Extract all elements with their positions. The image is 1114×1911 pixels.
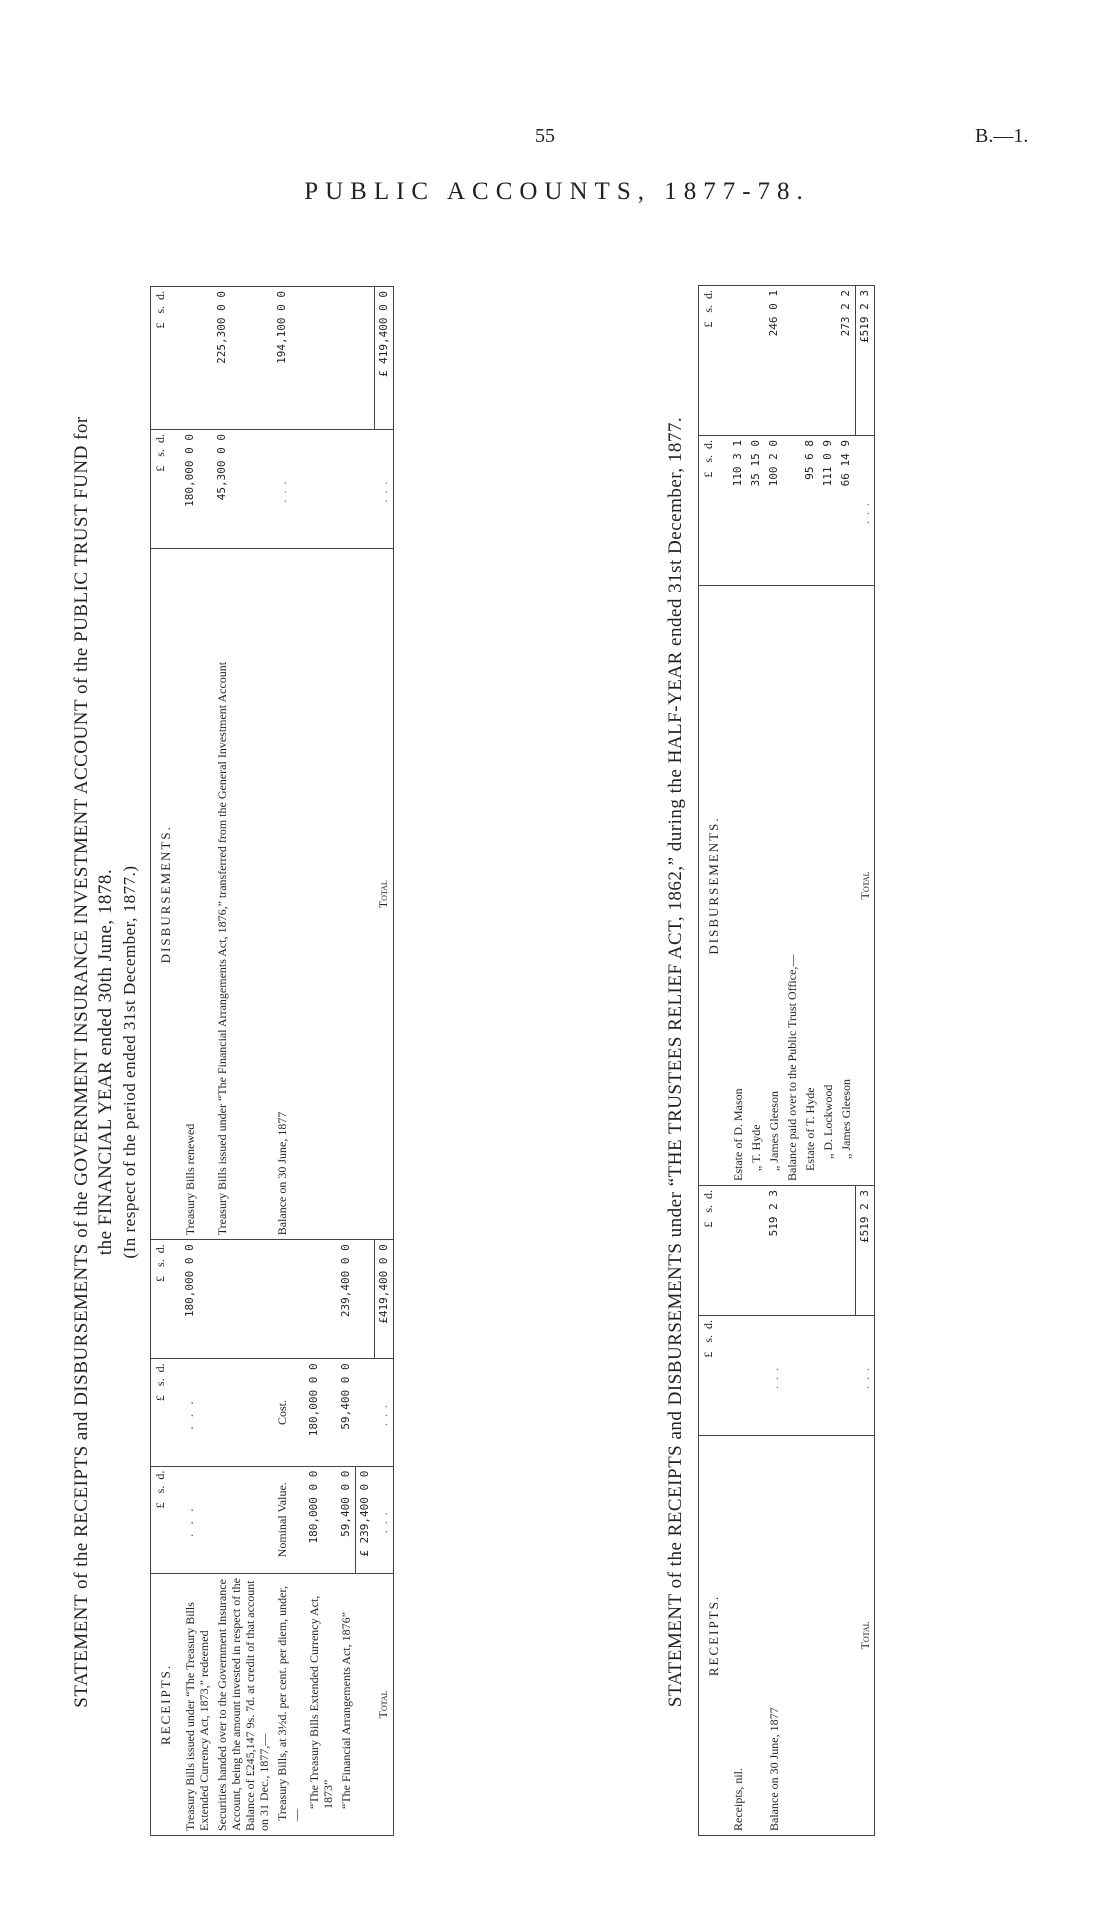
statement-1-caption — [70, 282, 142, 1842]
cost-heading: Cost. — [273, 1359, 305, 1466]
receipt-item: Securities handed over to the Government Insurance Account, being the amount invested in respect of the Balance of £245,147 9s. 7d. at credit of that account on 31 Dec., 1877,— — [213, 1573, 273, 1835]
cost-value: 59,400 0 0 — [337, 1359, 356, 1466]
receipts-total: £419,400 0 0 — [374, 1240, 393, 1359]
statement-1-table: RECEIPTS. £ s. d. £ s. d. £ s. d. DISBURSEMENTS. £ s. d. £ s. d. Treasury Bills issued under “The Treasury Bills Extended Currency Act, 1873,” redeemed ... ... 180,000 0 0 Treasury Bills renewed 180,000 0 0 Securities handed over to the Government Insurance Account, being the amount invested in respect of the Balance of £245,147 9s. 7d. at credit of that account on 31 Dec., 1877,— Treasury Bills issued under “The Financial Arrangements Act, 1876,” transferred from the General Investment Account 45,300 0 0 225,300 0 0 Treasury Bills, at 3½d. per cent. per diem, under,— Nominal Value. Cost. Balance on 30 June, 1877 ... 194,100 0 0 “The Treasury Bills Extended Currency Act, 1873” 180,000 0 0 180,000 0 0 “The Financial Arrangements Act, 1876” 59,400 0 0 59,400 0 0 239,400 0 0 £ 239,400 0 0 Total ... ... £419,400 0 0 Total ... £ 419,400 0 0 — [150, 286, 394, 1836]
receipt-item: Receipts, nil. — [729, 1436, 747, 1836]
nominal-value: 59,400 0 0 — [337, 1466, 356, 1573]
statement-insurance-investment — [70, 282, 394, 1842]
disbursements-heading: DISBURSEMENTS. — [699, 586, 730, 1186]
disbursement-item: Treasury Bills renewed — [181, 549, 213, 1240]
disbursement-subtotal: 225,300 0 0 — [215, 291, 228, 364]
disbursement-item: „ D. Lockwood — [819, 586, 837, 1186]
disbursement-amount: 66 14 9 — [837, 436, 856, 586]
receipt-item: “The Treasury Bills Extended Currency Act, 1873” — [305, 1573, 337, 1835]
caption-line-3: (In respect of the period ended 31st December, 1877.) — [120, 865, 139, 1259]
disbursement-amount: 111 0 9 — [819, 436, 837, 586]
caption-line-1: STATEMENT of the RECEIPTS and DISBURSEMENTS of the GOVERNMENT INSURANCE INVESTMENT ACCOUNT of the PUBLIC TRUST FUND for — [71, 416, 92, 1708]
receipts-total-label: Total — [856, 1436, 875, 1836]
statement-2-table: RECEIPTS. £ s. d. £ s. d. DISBURSEMENTS. £ s. d. £ s. d. Receipts, nil. Estate of D. Mason 110 3 1 „ T. Hyde 35 15 0 Balance on 30 June, 1877 ... 519 2 3 „ James Gleeson 100 2 0 246 0 1 Balance paid over to the Public Trust Office,— Estate of T. Hyde 95 6 8 „ D. Lockwood 111 0 9 „ James Gleeson 66 14 9 273 2 2 Total ... £519 2 3 Total ... £519 2 3 — [698, 285, 875, 1836]
receipt-item: “The Financial Arrangements Act, 1876” — [337, 1573, 356, 1835]
page-number: 55 — [535, 125, 555, 147]
statement-trustees-relief — [664, 282, 875, 1842]
receipt-item: Treasury Bills issued under “The Treasury Bills Extended Currency Act, 1873,” redeemed — [181, 1573, 213, 1835]
disbursement-item: „ James Gleeson — [765, 586, 783, 1186]
unit-header: £ s. d. — [151, 1240, 182, 1359]
disbursements-total-label: Total — [856, 586, 875, 1186]
unit-header: £ s. d. — [151, 1466, 182, 1573]
disbursement-subtotal: 246 0 1 — [767, 290, 780, 337]
disbursement-subtotal: 273 2 2 — [839, 290, 852, 337]
unit-header: £ s. d. — [699, 436, 730, 586]
disbursement-item: „ James Gleeson — [837, 586, 856, 1186]
unit-header: £ s. d. — [701, 290, 715, 328]
nominal-subtotal: £ 239,400 0 0 — [356, 1466, 375, 1573]
disbursements-total-label: Total — [374, 549, 393, 1240]
receipt-amount: 239,400 0 0 — [337, 1240, 356, 1359]
receipt-amount: 180,000 0 0 — [181, 1240, 213, 1359]
disbursements-total: £519 2 3 — [856, 286, 875, 436]
disbursement-item: Treasury Bills issued under “The Financial Arrangements Act, 1876,” transferred from the General Investment Account — [213, 549, 273, 1240]
disbursements-total: £ 419,400 0 0 — [374, 287, 393, 430]
unit-header: £ s. d. — [151, 1359, 182, 1466]
disbursement-amount: 194,100 0 0 — [275, 291, 288, 364]
caption-line-2: the FINANCIAL YEAR ended 30th June, 1878. — [95, 868, 116, 1256]
receipts-heading: RECEIPTS. — [151, 1573, 182, 1835]
receipt-item: Balance on 30 June, 1877 — [765, 1436, 783, 1836]
disbursement-item: Estate of D. Mason — [729, 586, 747, 1186]
unit-header: £ s. d. — [699, 1186, 730, 1316]
disbursement-amount: 95 6 8 — [801, 436, 819, 586]
disbursement-item: Balance paid over to the Public Trust Office,— — [783, 586, 801, 1186]
nominal-value-heading: Nominal Value. — [273, 1466, 305, 1573]
page-title: PUBLIC ACCOUNTS, 1877-78. — [304, 178, 810, 205]
cost-value: 180,000 0 0 — [305, 1359, 337, 1466]
disbursement-amount: 45,300 0 0 — [213, 430, 273, 549]
receipt-item: Treasury Bills, at 3½d. per cent. per diem, under,— — [273, 1573, 305, 1835]
receipt-amount: 519 2 3 — [765, 1186, 783, 1316]
disbursement-amount: 110 3 1 — [729, 436, 747, 586]
receipts-heading: RECEIPTS. — [699, 1436, 730, 1836]
disbursement-amount: 100 2 0 — [765, 436, 783, 586]
disbursement-item: Estate of T. Hyde — [801, 586, 819, 1186]
disbursement-amount: 35 15 0 — [747, 436, 765, 586]
statement-2-caption: STATEMENT of the RECEIPTS and DISBURSEMENTS under “THE TRUSTEES RELIEF ACT, 1862,” during the HALF-YEAR ended 31st December, 1877. — [665, 416, 686, 1708]
nominal-value: 180,000 0 0 — [305, 1466, 337, 1573]
unit-header: £ s. d. — [153, 291, 167, 329]
receipts-total-label: Total — [374, 1573, 393, 1835]
page-reference: B.—1. — [975, 125, 1029, 147]
unit-header: £ s. d. — [699, 1316, 730, 1436]
disbursement-item: Balance on 30 June, 1877 — [273, 549, 305, 1240]
unit-header: £ s. d. — [151, 430, 182, 549]
receipts-total: £519 2 3 — [856, 1186, 875, 1316]
disbursement-item: „ T. Hyde — [747, 586, 765, 1186]
disbursement-amount: 180,000 0 0 — [181, 430, 213, 549]
disbursements-heading: DISBURSEMENTS. — [151, 549, 182, 1240]
